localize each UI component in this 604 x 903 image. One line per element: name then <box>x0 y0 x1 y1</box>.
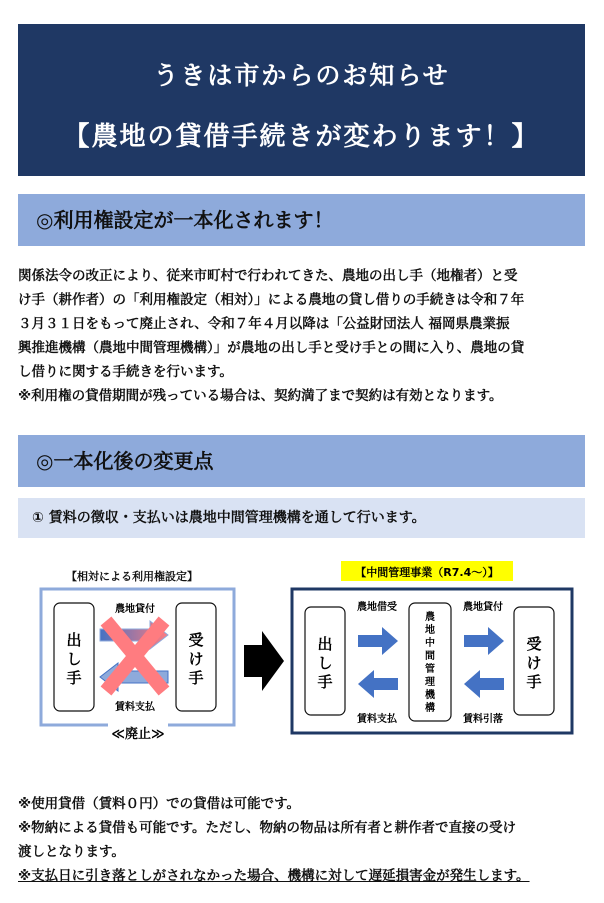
intermediary-label-7: 機 <box>425 690 435 701</box>
procedure-diagram <box>0 555 604 785</box>
intermediary-label-4: 間 <box>425 651 435 662</box>
right-top-right-label: 農地貸付 <box>463 602 503 613</box>
intermediary-label-5: 管 <box>425 664 435 675</box>
right-giver-label-2: し <box>317 654 333 672</box>
title-line-1: うきは市からのお知らせ <box>153 61 450 90</box>
note-line: ※使用貸借（賃料０円）での貸借は可能です。 <box>18 796 301 812</box>
transition-arrow-icon <box>244 631 284 691</box>
left-giver-label-2: し <box>66 650 82 668</box>
intermediary-label-6: 理 <box>425 677 435 688</box>
left-diagram-title: 【相対による利用権設定】 <box>66 570 198 583</box>
left-receiver-label-3: 手 <box>188 669 204 687</box>
left-giver-label-3: 手 <box>66 669 82 687</box>
left-bottom-label: 賃料支払 <box>115 702 155 713</box>
title-line-2: 【農地の貸借手続きが変わります！】 <box>63 122 540 152</box>
body-line: け手（耕作者）の「利用権設定（相対）」による農地の貸し借りの手続きは令和７年 <box>18 292 525 308</box>
intermediary-label-8: 構 <box>425 703 435 714</box>
left-receiver-label-1: 受 <box>188 631 204 649</box>
abolished-label: ≪廃止≫ <box>111 727 165 742</box>
left-receiver-label-2: け <box>188 650 204 668</box>
section-heading-unification: ◎利用権設定が一本化されます！ <box>18 194 585 246</box>
intermediary-label-1: 農 <box>425 612 435 623</box>
body-line: ３月３１日をもって廃止され、令和７年４月以降は「公益財団法人 福岡県農業振 <box>18 316 510 332</box>
change-point-1: ① 賃料の徴収・支払いは農地中間管理機構を通して行います。 <box>18 498 585 538</box>
title-banner <box>18 24 585 176</box>
section-heading-changes: ◎一本化後の変更点 <box>18 435 585 487</box>
right-receiver-label-1: 受 <box>526 635 542 653</box>
right-diagram-title: 【中間管理事業（R7.4～）】 <box>355 566 499 579</box>
body-line: ※利用権の貸借期間が残っている場合は、契約満了まで契約は有効となります。 <box>18 388 503 404</box>
right-bottom-left-label: 賃料支払 <box>357 714 397 725</box>
intermediary-label-3: 中 <box>425 638 435 649</box>
notes <box>18 792 598 888</box>
left-giver-label-1: 出 <box>66 631 82 649</box>
right-giver-label-1: 出 <box>317 635 333 653</box>
note-line-underlined: ※支払日に引き落としがされなかった場合、機構に対して遅延損害金が発生します。 <box>18 868 530 884</box>
intermediary-label-2: 地 <box>425 625 435 636</box>
note-line: ※物納による貸借も可能です。ただし、物納の物品は所有者と耕作者で直接の受け <box>18 820 517 836</box>
body-line: 興推進機構（農地中間管理機構）」が農地の出し手と受け手との間に入り、農地の貸 <box>18 340 525 356</box>
right-receiver-label-3: 手 <box>526 673 542 691</box>
section1-body <box>18 264 590 408</box>
right-top-left-label: 農地借受 <box>357 602 397 613</box>
note-line: 渡しとなります。 <box>18 844 125 860</box>
right-bottom-right-label: 賃料引落 <box>463 714 503 725</box>
left-top-label: 農地貸付 <box>115 604 155 615</box>
right-giver-label-3: 手 <box>317 673 333 691</box>
body-line: 関係法令の改正により、従来市町村で行われてきた、農地の出し手（地権者）と受 <box>18 268 518 284</box>
body-line: し借りに関する手続きを行います。 <box>18 364 233 380</box>
right-receiver-label-2: け <box>526 654 542 672</box>
